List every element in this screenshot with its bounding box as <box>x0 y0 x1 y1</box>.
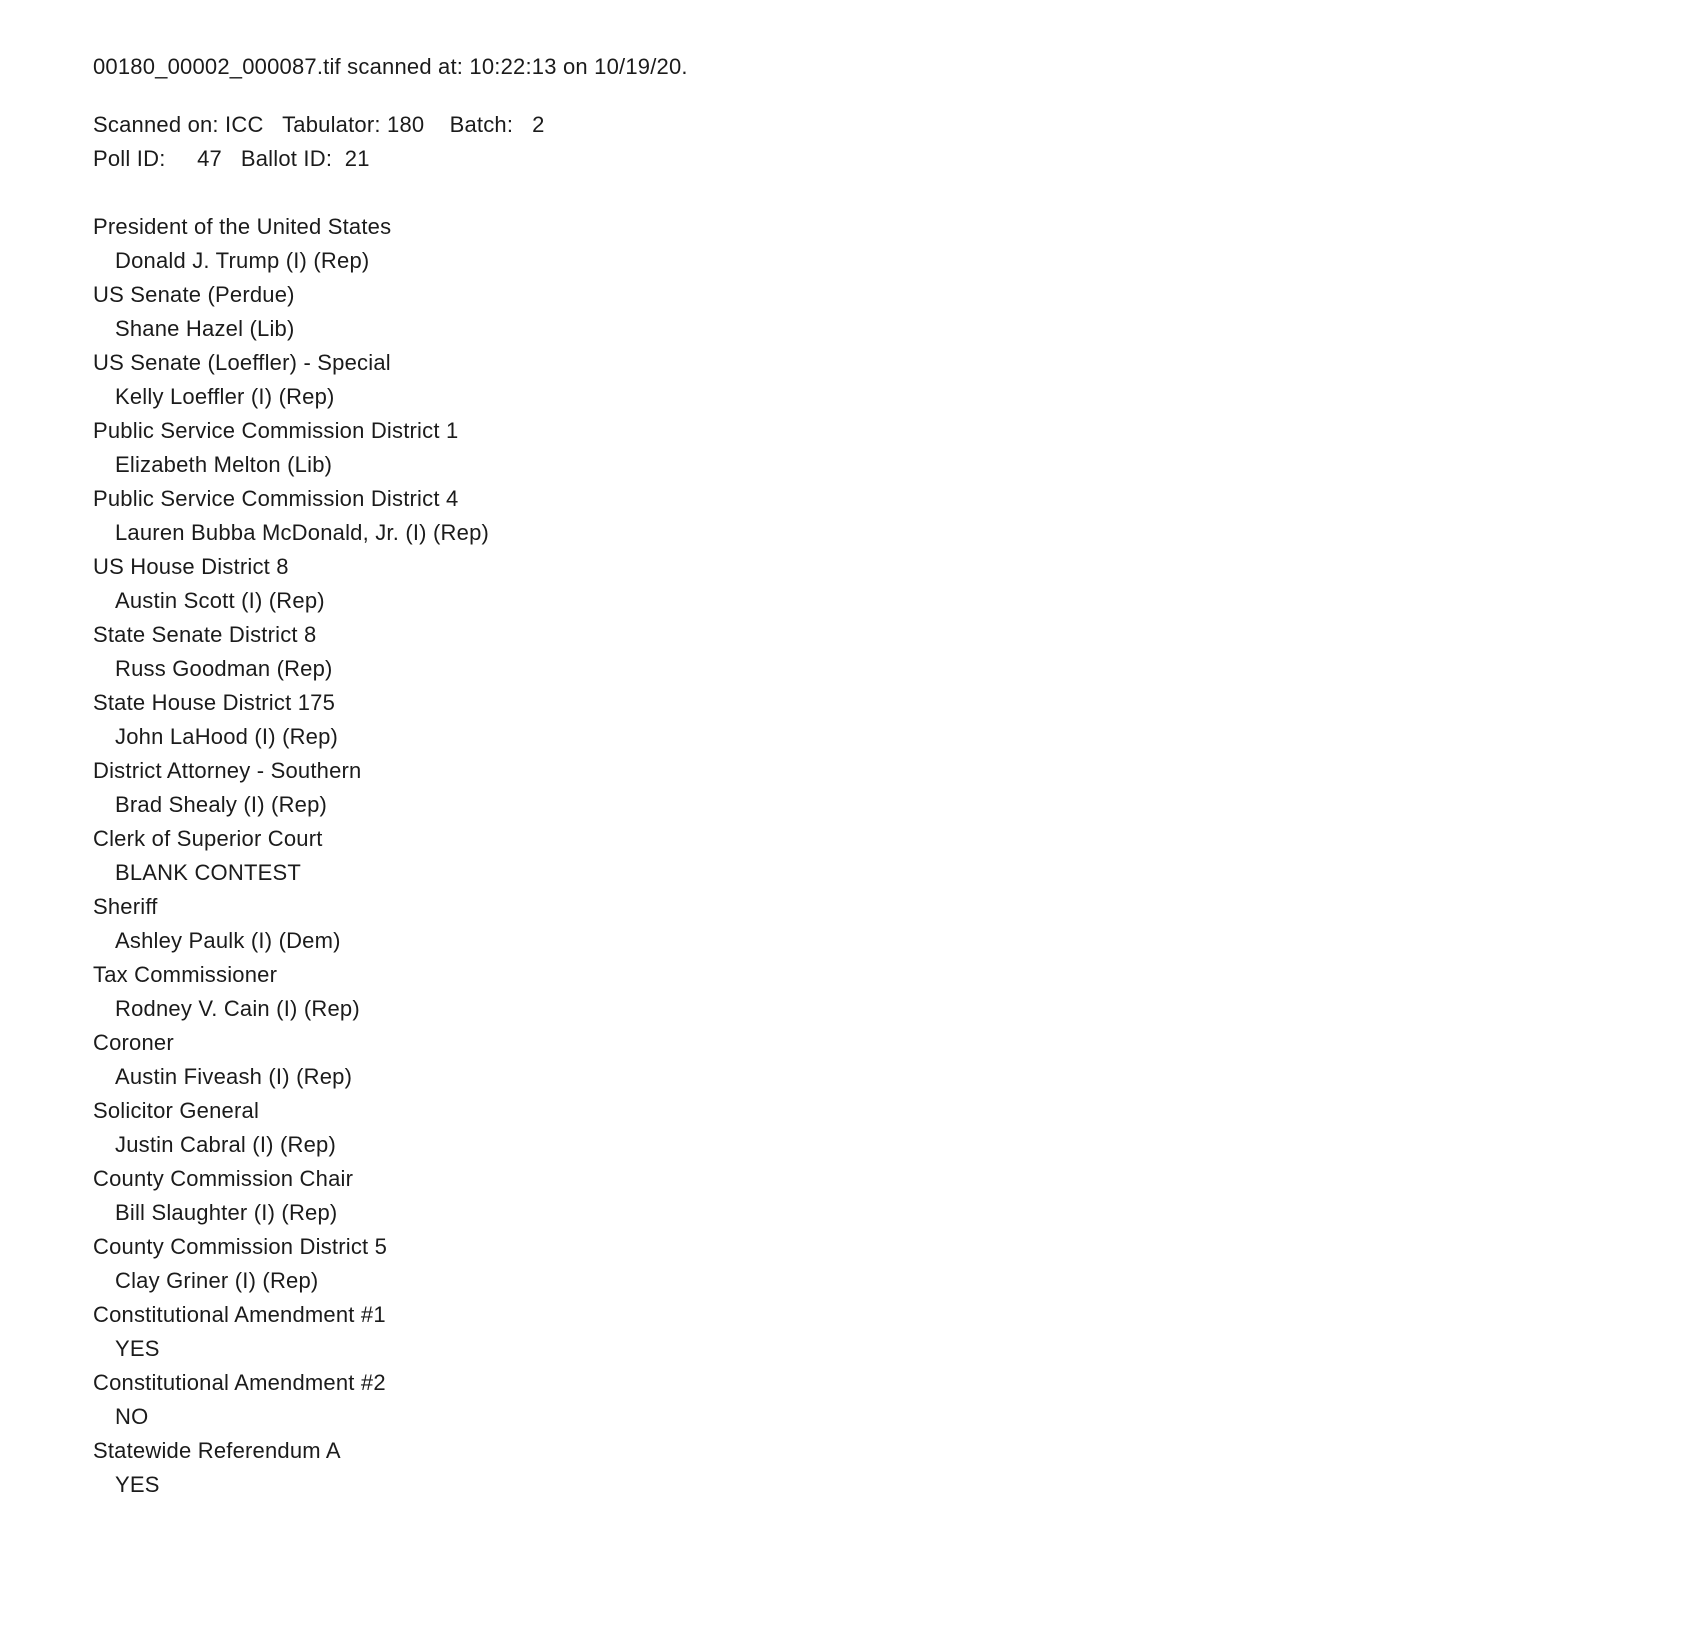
contest-title: Clerk of Superior Court <box>93 826 323 851</box>
contest-item <box>93 822 1648 890</box>
contest-item <box>93 1094 1648 1162</box>
contest-title: Statewide Referendum A <box>93 1438 341 1463</box>
contest-title: State Senate District 8 <box>93 622 317 647</box>
contest-item <box>93 550 1648 618</box>
contest-item <box>93 1366 1648 1434</box>
contest-selection: Ashley Paulk (I) (Dem) <box>115 928 341 953</box>
contest-item <box>93 346 1648 414</box>
contest-selection: Austin Scott (I) (Rep) <box>115 588 325 613</box>
contest-title: County Commission District 5 <box>93 1234 388 1259</box>
contest-item <box>93 754 1648 822</box>
contest-selection: Donald J. Trump (I) (Rep) <box>115 248 370 273</box>
contest-item <box>93 414 1648 482</box>
contest-selection: John LaHood (I) (Rep) <box>115 724 339 749</box>
contest-selection: Elizabeth Melton (Lib) <box>115 452 333 477</box>
contest-item <box>93 686 1648 754</box>
contest-selection: Bill Slaughter (I) (Rep) <box>115 1200 338 1225</box>
contest-title: US Senate (Perdue) <box>93 282 295 307</box>
contest-title: Coroner <box>93 1030 174 1055</box>
contest-selection: YES <box>115 1336 160 1361</box>
contest-selection: YES <box>115 1472 160 1497</box>
contest-item <box>93 278 1648 346</box>
contest-item <box>93 1162 1648 1230</box>
contest-selection: Russ Goodman (Rep) <box>115 656 333 681</box>
contest-selection: Brad Shealy (I) (Rep) <box>115 792 328 817</box>
contest-item <box>93 210 1648 278</box>
contest-title: US Senate (Loeffler) - Special <box>93 350 391 375</box>
contest-title: Sheriff <box>93 894 158 919</box>
contest-item <box>93 1230 1648 1298</box>
contest-title: Tax Commissioner <box>93 962 278 987</box>
contest-title: Public Service Commission District 4 <box>93 486 459 511</box>
contest-item <box>93 1026 1648 1094</box>
contest-title: County Commission Chair <box>93 1166 354 1191</box>
contest-title: President of the United States <box>93 214 392 239</box>
contest-selection: Justin Cabral (I) (Rep) <box>115 1132 336 1157</box>
contest-selection: NO <box>115 1404 149 1429</box>
contest-selection: Lauren Bubba McDonald, Jr. (I) (Rep) <box>115 520 490 545</box>
contest-title: Solicitor General <box>93 1098 260 1123</box>
contest-title: US House District 8 <box>93 554 289 579</box>
contest-list <box>93 210 1648 1502</box>
contest-item <box>93 1298 1648 1366</box>
contest-item <box>93 1434 1648 1502</box>
contest-title: Constitutional Amendment #1 <box>93 1302 386 1327</box>
contest-selection: Clay Griner (I) (Rep) <box>115 1268 319 1293</box>
poll-ballot-line: Poll ID: 47 Ballot ID: 21 <box>93 146 370 171</box>
contest-selection: Kelly Loeffler (I) (Rep) <box>115 384 335 409</box>
contest-selection: Shane Hazel (Lib) <box>115 316 295 341</box>
contest-selection: BLANK CONTEST <box>115 860 301 885</box>
contest-selection: Rodney V. Cain (I) (Rep) <box>115 996 360 1021</box>
scanner-info-line: Scanned on: ICC Tabulator: 180 Batch: 2 <box>93 112 545 137</box>
scanner-metadata-block <box>93 108 1648 176</box>
contest-item <box>93 890 1648 958</box>
contest-title: State House District 175 <box>93 690 336 715</box>
contest-item <box>93 482 1648 550</box>
contest-item <box>93 958 1648 1026</box>
scan-filename-line: 00180_00002_000087.tif scanned at: 10:22:13 on 10/19/20. <box>93 54 688 79</box>
contest-title: District Attorney - Southern <box>93 758 362 783</box>
contest-selection: Austin Fiveash (I) (Rep) <box>115 1064 353 1089</box>
contest-title: Public Service Commission District 1 <box>93 418 459 443</box>
contest-title: Constitutional Amendment #2 <box>93 1370 386 1395</box>
contest-item <box>93 618 1648 686</box>
